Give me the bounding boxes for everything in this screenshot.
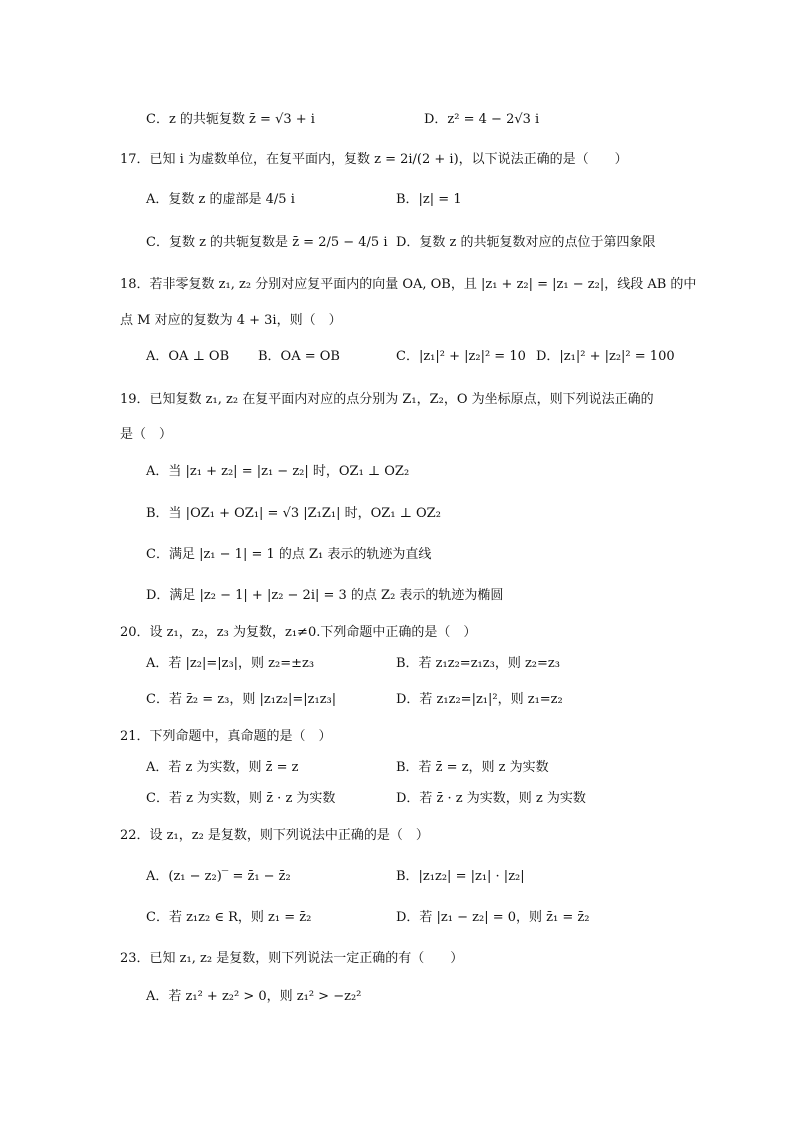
question-22: 22．设 z₁，z₂ 是复数，则下列说法中正确的是（ ） [120,828,429,843]
question-20: 20．设 z₁，z₂，z₃ 为复数，z₁≠0.下列命题中正确的是（ ） [120,625,477,640]
question-23: 23．已知 z₁, z₂ 是复数，则下列说法一定正确的有（ ） [120,951,464,966]
q19-option-a: A．当 |z₁ + z₂| = |z₁ − z₂| 时，OZ₁ ⊥ OZ₂ [146,464,410,479]
q20-option-c: C．若 z̄₂ = z₃，则 |z₁z₂|=|z₁z₃| [146,692,337,707]
question-19-cont: 是（ ） [120,427,173,442]
q17-option-d: D．复数 z 的共轭复数对应的点位于第四象限 [396,235,656,250]
q19-option-c: C．满足 |z₁ − 1| = 1 的点 Z₁ 表示的轨迹为直线 [146,547,432,562]
q18-option-a: A．OA ⊥ OB [146,349,230,364]
q22-option-b: B．|z₁z₂| = |z₁| · |z₂| [396,869,525,884]
q18-option-b: B．OA = OB [258,349,340,364]
q20-option-d: D．若 z₁z₂=|z₁|²，则 z₁=z₂ [396,692,563,707]
question-18: 18．若非零复数 z₁, z₂ 分别对应复平面内的向量 OA, OB，且 |z₁ + z₂| = |z₁ − z₂|，线段 AB 的中 [120,277,697,292]
q19-option-d: D．满足 |z₂ − 1| + |z₂ − 2i| = 3 的点 Z₂ 表示的轨迹为椭圆 [146,588,504,603]
q18-option-c: C．|z₁|² + |z₂|² = 10 [396,349,526,364]
q22-option-d: D．若 |z₁ − z₂| = 0，则 z̄₁ = z̄₂ [396,910,590,925]
q20-option-a: A．若 |z₂|=|z₃|，则 z₂=±z₃ [146,656,315,671]
question-19: 19．已知复数 z₁, z₂ 在复平面内对应的点分别为 Z₁，Z₂，O 为坐标原点，则下列说法正确的 [120,392,654,407]
q21-option-c: C．若 z 为实数，则 z̄ · z 为实数 [146,791,336,806]
q17-option-a: A．复数 z 的虚部是 4/5 i [146,192,295,207]
q21-option-d: D．若 z̄ · z 为实数，则 z 为实数 [396,791,586,806]
q21-option-b: B．若 z̄ = z，则 z 为实数 [396,760,549,775]
question-21: 21．下列命题中，真命题的是（ ） [120,729,332,744]
q16-option-d: D．z² = 4 − 2√3 i [424,112,540,127]
q19-option-b: B．当 |OZ₁ + OZ₁| = √3 |Z₁Z₁| 时，OZ₁ ⊥ OZ₂ [146,506,441,521]
q23-option-a: A．若 z₁² + z₂² > 0，则 z₁² > −z₂² [146,989,362,1004]
q20-option-b: B．若 z₁z₂=z₁z₃，则 z₂=z₃ [396,656,560,671]
question-18-cont: 点 M 对应的复数为 4 + 3i，则（ ） [120,313,342,328]
question-17: 17．已知 i 为虚数单位，在复平面内，复数 z = 2i/(2 + i)，以下说法正确的是（ ） [120,152,628,167]
q18-option-d: D．|z₁|² + |z₂|² = 100 [536,349,675,364]
q22-option-a: A．(z₁ − z₂)‾ = z̄₁ − z̄₂ [146,869,291,884]
q22-option-c: C．若 z₁z₂ ∈ R，则 z₁ = z̄₂ [146,910,312,925]
q17-option-b: B．|z| = 1 [396,192,462,207]
q17-option-c: C．复数 z 的共轭复数是 z̄ = 2/5 − 4/5 i [146,235,388,250]
q21-option-a: A．若 z 为实数，则 z̄ = z [146,760,299,775]
q16-option-c: C．z 的共轭复数 z̄ = √3 + i [146,112,315,127]
